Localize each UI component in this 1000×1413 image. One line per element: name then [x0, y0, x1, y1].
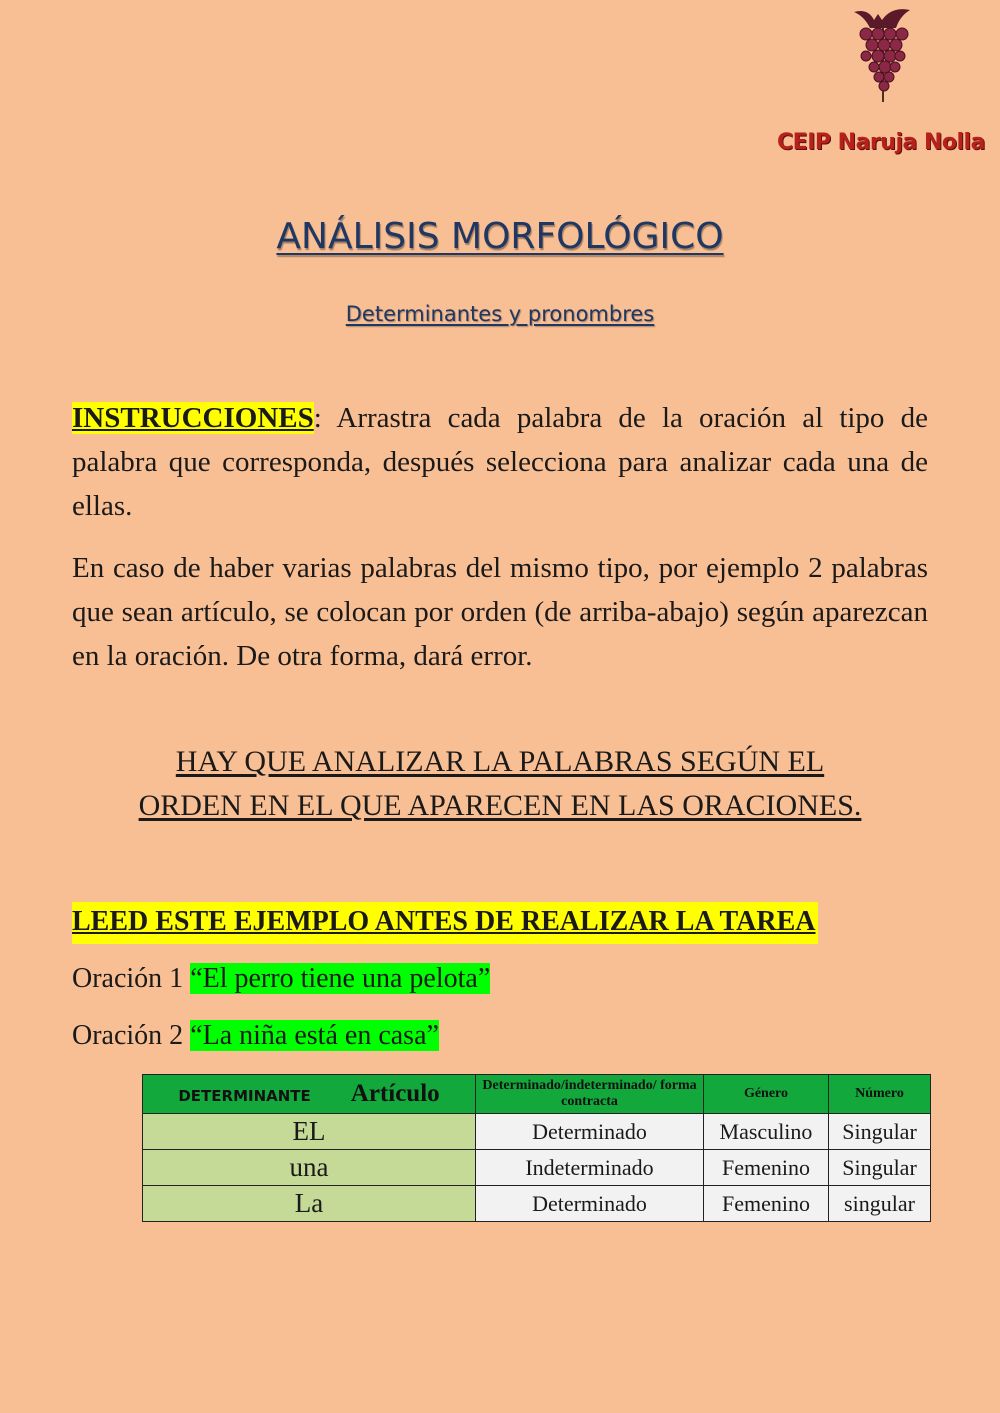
cell-numero: Singular	[829, 1150, 931, 1186]
header-determinante: DETERMINANTE	[178, 1087, 311, 1105]
instructions-paragraph	[72, 396, 928, 528]
sentence-text: “El perro tiene una pelota”	[190, 963, 491, 994]
header-articulo: Artículo	[350, 1080, 440, 1107]
instructions-text: : Arrastra cada palabra de la oración al tipo de palabra que corresponda, después selecciona para analizar cada una de ellas.	[72, 402, 928, 522]
notice-line-2: ORDEN EN EL QUE APARECEN EN LAS ORACIONES.	[138, 789, 862, 822]
cell-tipo: Determinado	[476, 1114, 704, 1150]
cell-genero: Masculino	[704, 1114, 829, 1150]
table-header-row	[143, 1075, 931, 1114]
cell-tipo: Determinado	[476, 1186, 704, 1222]
table-row	[143, 1186, 931, 1222]
school-name: CEIP Naruja Nolla	[777, 130, 985, 155]
cell-tipo: Indeterminado	[476, 1150, 704, 1186]
notice-line-1: HAY QUE ANALIZAR LA PALABRAS SEGÚN EL	[175, 745, 825, 778]
grapes-logo-icon	[848, 6, 918, 106]
cell-word: La	[143, 1186, 476, 1222]
cell-numero: Singular	[829, 1114, 931, 1150]
header-determinante-articulo	[143, 1075, 476, 1114]
page-subtitle: Determinantes y pronombres	[345, 302, 655, 326]
table-row	[143, 1114, 931, 1150]
cell-word: una	[143, 1150, 476, 1186]
table-row	[143, 1150, 931, 1186]
example-analysis-table	[142, 1074, 931, 1222]
header-numero: Número	[829, 1075, 931, 1114]
sentence-label: Oración 1	[72, 963, 191, 994]
instructions-label: INSTRUCCIONES	[72, 402, 314, 434]
header-genero: Género	[704, 1075, 829, 1114]
sentence-2	[72, 1017, 439, 1055]
cell-genero: Femenino	[704, 1150, 829, 1186]
school-logo	[772, 6, 990, 166]
header-tipo: Determinado/indeterminado/ forma contracta	[476, 1075, 704, 1114]
page-title: ANÁLISIS MORFOLÓGICO	[276, 216, 724, 257]
sentence-label: Oración 2	[72, 1020, 191, 1051]
sentence-text: “La niña está en casa”	[190, 1020, 439, 1051]
cell-numero: singular	[829, 1186, 931, 1222]
example-heading: LEED ESTE EJEMPLO ANTES DE REALIZAR LA TAREA	[72, 902, 818, 944]
cell-word: EL	[143, 1114, 476, 1150]
notice-text	[0, 740, 1000, 828]
cell-genero: Femenino	[704, 1186, 829, 1222]
ordering-paragraph: En caso de haber varias palabras del mismo tipo, por ejemplo 2 palabras que sean artículo, se colocan por orden (de arriba-abajo) según aparezcan en la oración. De otra forma, dará error.	[72, 552, 928, 672]
sentence-1	[72, 960, 490, 998]
